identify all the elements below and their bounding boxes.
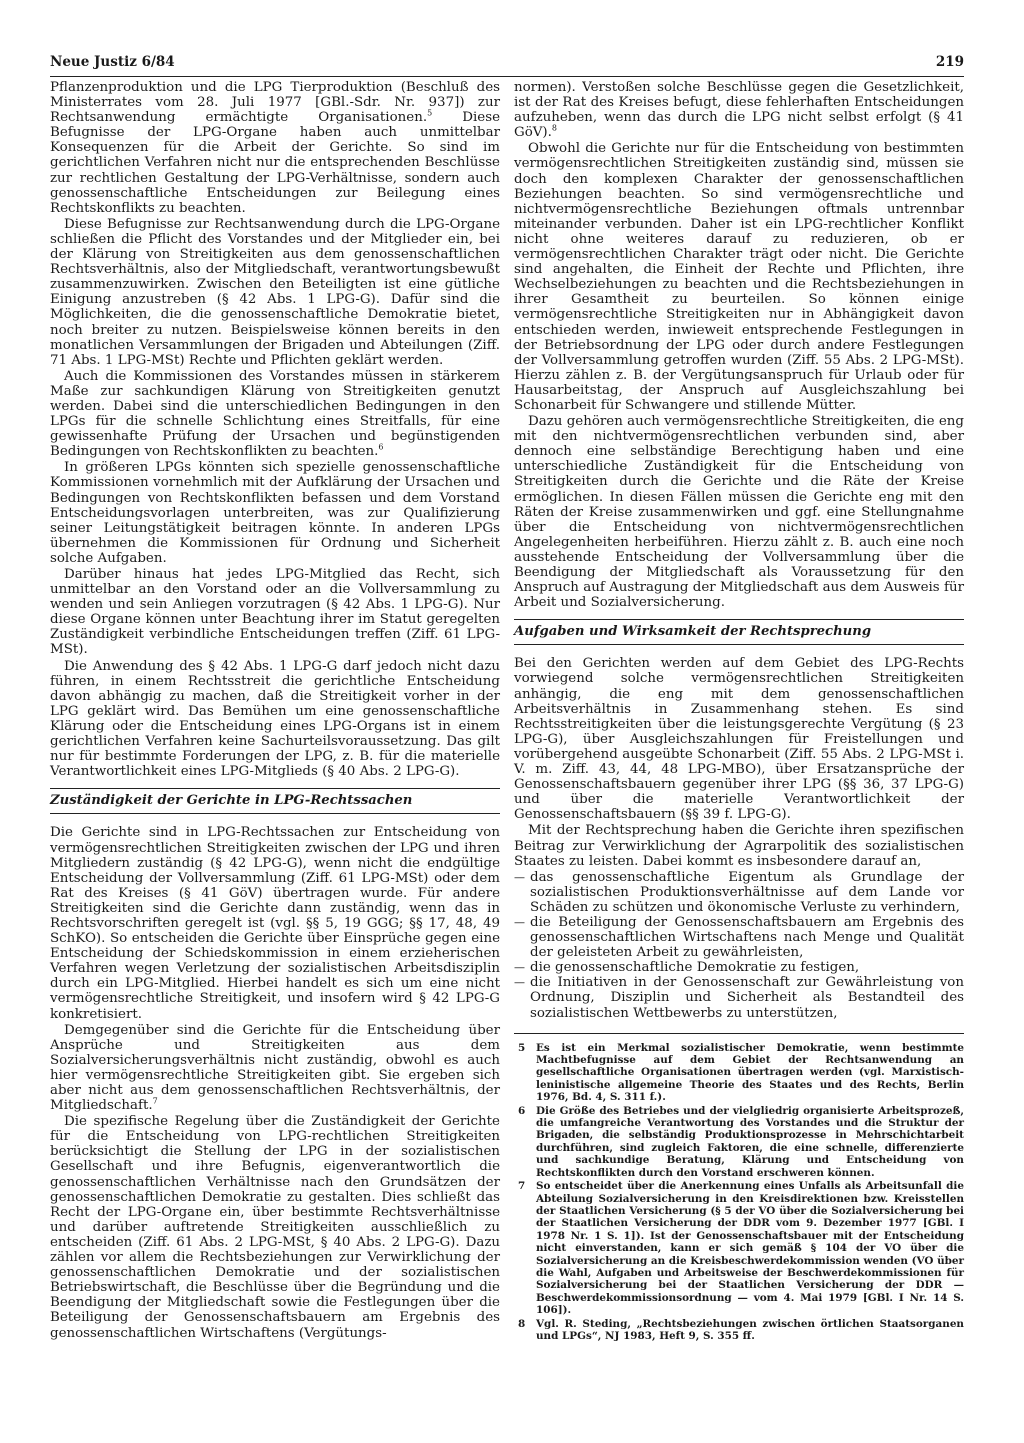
- footnote-number: 7: [518, 1180, 526, 1193]
- footnote-number: 6: [518, 1104, 526, 1117]
- paragraph: Die Anwendung des § 42 Abs. 1 LPG-G darf jedoch nicht dazu führen, in einem Rechtsstreit die gerichtliche Entscheidung davon abhängig zu machen, daß die Streitigkeit vorher in der LPG geklärt wird. Das Bemühen um eine genossenschaftliche Klärung oder die Entscheidung eines LPG-Organs ist in einem gerichtlichen Verfahren keine Sachurteilsvoraussetzung. Das gilt nur für bestimmte Forderungen der LPG, z. B. für die materielle Verantwortlichkeit eines LPG-Mitglieds (§ 40 Abs. 2 LPG-G).: [50, 658, 500, 780]
- list-item: — das genossenschaftliche Eigentum als Grundlage der sozialistischen Produktionsverhältnisse auf dem Lande vor Schäden zu schützen und ökonomische Verluste zu verhindern,: [514, 870, 964, 915]
- right-column: [514, 80, 964, 1343]
- paragraph: Die spezifische Regelung über die Zuständigkeit der Gerichte für die Entscheidung von LPG-rechtlichen Streitigkeiten berücksichtigt die Stellung der LPG in der sozialistischen Gesellschaft und ihre Befugnis, eigenverantwortlich die genossenschaftlichen Verhältnisse nach den Grundsätzen der genossenschaftlichen Demokratie zu gestalten. Dies schließt das Recht der LPG-Organe ein, über bestimmte Rechtsverhältnisse und darüber auftretende Streitigkeiten ausschließlich zu entscheiden (Ziff. 61 Abs. 2 LPG-MSt, § 40 Abs. 2 LPG-G). Dazu zählen vor allem die Rechtsbeziehungen zur Verwirklichung der genossenschaftlichen Demokratie und der sozialistischen Betriebswirtschaft, die Beschlüsse über die Begründung und die Beendigung der Mitgliedschaft sowie die Festlegungen über die Beteiligung der Genossenschaftsbauern am Ergebnis des genossenschaftlichen Wirtschaftens (Vergütungs-: [50, 1114, 500, 1341]
- list-item: — die Initiativen in der Genossenschaft zur Gewährleistung von Ordnung, Disziplin und Sicherheit als Bestandteil des sozialistischen Wettbewerbs zu unterstützen,: [514, 975, 964, 1020]
- paragraph: Diese Befugnisse zur Rechtsanwendung durch die LPG-Organe schließen die Pflicht des Vorstandes und der Mitglieder ein, bei der Klärung von Streitigkeiten aus dem genossenschaftlichen Rechtsverhältnis, also der Mitgliedschaft, verantwortungsbewußt zusammenzuwirken. Zwischen den Beteiligten ist eine gütliche Einigung anzustreben (§ 42 Abs. 1 LPG-G). Dafür sind die Möglichkeiten, die die genossenschaftliche Demokratie bietet, noch breiter zu nutzen. Beispielsweise können bereits in den monatlichen Versammlungen der Brigaden und Abteilungen (Ziff. 71 Abs. 1 LPG-MSt) Rechte und Pflichten geklärt werden.: [50, 216, 500, 368]
- header-rule: [50, 76, 964, 77]
- paragraph: normen). Verstoßen solche Beschlüsse gegen die Gesetzlichkeit, ist der Rat des Kreises befugt, diese fehlerhaften Entscheidungen aufzuheben, wenn das durch die LPG nicht selbst erfolgt (§ 41 GöV).$^8$: [514, 80, 964, 141]
- footnotes: [514, 1042, 964, 1343]
- footnote-ref: 7: [152, 1096, 158, 1106]
- paragraph: In größeren LPGs könnten sich spezielle genossenschaftliche Kommissionen vornehmlich mit der Aufklärung der Ursachen und Bedingungen von Rechtskonflikten befassen und dem Vorstand Entscheidungsvorlagen unterbreiten, was zur Qualifizierung seiner Leitungstätigkeit beitragen könnte. In anderen LPGs übernehmen die Kommissionen für Ordnung und Sicherheit solche Aufgaben.: [50, 460, 500, 566]
- paragraph: Dazu gehören auch vermögensrechtliche Streitigkeiten, die eng mit den nichtvermögensrechtlichen verbunden sind, aber dennoch eine selbständige Berechtigung haben und eine unterschiedliche Zuständigkeit für die Entscheidung von Streitigkeiten durch die Gerichte und die Räte der Kreise ermöglichen. In diesen Fällen müssen die Gerichte eng mit den Räten der Kreise zusammenwirken und ggf. eine Stellungnahme über die Entscheidung von nichtvermögensrechtlichen Angelegenheiten herbeiführen. Hierzu zählt z. B. auch eine noch ausstehende Entscheidung der Vollversammlung über die Beendigung der Mitgliedschaft als Voraussetzung für den Anspruch auf Austragung der Mitgliedschaft aus dem Ausweis für Arbeit und Sozialversicherung.: [514, 414, 964, 611]
- footnote-number: 8: [518, 1317, 526, 1330]
- paragraph: Demgegenüber sind die Gerichte für die Entscheidung über Ansprüche und Streitigkeiten aus dem Sozialversicherungsverhältnis nicht zuständig, obwohl es auch hier vermögensrechtliche Streitigkeiten gibt. Sie ergeben sich aber nicht aus dem genossenschaftlichen Rechtsverhältnis, der Mitgliedschaft.$^7$: [50, 1022, 500, 1114]
- paragraph: Die Gerichte sind in LPG-Rechtssachen zur Entscheidung von vermögensrechtlichen Streitigkeiten zwischen der LPG und ihren Mitgliedern zuständig (§ 42 LPG-G), wenn nicht die endgültige Entscheidung der Vollversammlung (Ziff. 61 LPG-MSt) oder dem Rat des Kreises (§ 41 GöV) übertragen wurde. Für andere Streitigkeiten sind die Gerichte dann zuständig, wenn das in Rechtsvorschriften geregelt ist (vgl. §§ 5, 19 GGG; §§ 17, 48, 49 SchKO). So entscheiden die Gerichte über Einsprüche gegen eine Entscheidung der Schiedskommission in einem erzieherischen Verfahren wegen Verletzung der sozialistischen Arbeitsdisziplin durch ein LPG-Mitglied. Hierbei handelt es sich um eine nicht vermögensrechtliche Streitigkeit, und insofern wird § 42 LPG-G konkretisiert.: [50, 825, 500, 1022]
- paragraph: Auch die Kommissionen des Vorstandes müssen in stärkerem Maße zur sachkundigen Klärung von Streitigkeiten genutzt werden. Dabei sind die unterschiedlichen Bedingungen in den LPGs für die schnelle Schlichtung eines Streitfalls, für eine gewissenhafte Prüfung der Ursachen und begünstigenden Bedingungen von Rechtskonflikten zu beachten.$^6$: [50, 368, 500, 460]
- paragraph: Obwohl die Gerichte nur für die Entscheidung von bestimmten vermögensrechtlichen Streitigkeiten zuständig sind, müssen sie doch den komplexen Charakter der genossenschaftlichen Beziehungen beachten. So sind vermögensrechtliche und nichtvermögensrechtliche Beziehungen oftmals untrennbar miteinander verbunden. Daher ist ein LPG-rechtlicher Konflikt nicht ohne weiteres darauf zu reduzieren, ob er vermögensrechtlichen Charakter trägt oder nicht. Die Gerichte sind angehalten, die Einheit der Rechte und Pflichten, ihre Wechselbeziehungen zu beachten und die Rechtsbeziehungen in ihrer Gesamtheit zu beurteilen. So können einige vermögensrechtliche Streitigkeiten nur in Abhängigkeit davon entschieden werden, inwieweit entsprechende Festlegungen in der Betriebsordnung der LPG oder durch andere Festlegungen der Vollversammlung getroffen wurden (Ziff. 55 Abs. 2 LPG-MSt). Hierzu zählen z. B. der Vergütungsanspruch für Urlaub oder für Hausarbeitstag, der Anspruch auf Ausgleichszahlung bei Schonarbeit für Schwangere und stillende Mütter.: [514, 141, 964, 413]
- footnote-ref: 8: [551, 123, 558, 133]
- paragraph: Pflanzenproduktion und die LPG Tierproduktion (Beschluß des Ministerrates vom 28. Juli 1977 [GBl.-Sdr. Nr. 937]) zur Rechtsanwendung ermächtigte Organisationen.$^5$ Diese Befugnisse der LPG-Organe haben auch unmittelbar Konsequenzen für die Arbeit der Gerichte. So sind im gerichtlichen Verfahren nicht nur die entsprechenden Beschlüsse zur rechtlichen Gestaltung der LPG-Verhältnisse, sondern auch genossenschaftliche Entscheidungen zur Beilegung eines Rechtskonflikts zu beachten.: [50, 80, 500, 216]
- section-heading: Zuständigkeit der Gerichte in LPG-Rechtssachen: [50, 788, 500, 814]
- section-heading: Aufgaben und Wirksamkeit der Rechtsprechung: [514, 619, 964, 645]
- footnote: 7 So entscheidet über die Anerkennung eines Unfalls als Arbeitsunfall die Abteilung Sozialversicherung in den Kreisdirektionen bzw. Kreisstellen der Staatlichen Versicherung (§ 5 der VO über die Sozialversicherung bei der Staatlichen Versicherung der DDR vom 9. Dezember 1977 [GBl. I 1978 Nr. 1 S. 1]). Ist der Genossenschaftsbauer mit der Entscheidung nicht einverstanden, kann er sich gemäß § 104 der VO über die Sozialversicherung an die Kreisbeschwerdekommission wenden (VO über die Wahl, Aufgaben und Arbeitsweise der Beschwerdekommissionen für Sozialversicherung bei der Staatlichen Versicherung der DDR — Beschwerdekommissionsordnung — vom 4. Mai 1979 [GBl. I Nr. 14 S. 106]).: [518, 1180, 964, 1317]
- footnote-separator: [514, 1033, 964, 1034]
- footnote: 6 Die Größe des Betriebes und der vielgliedrig organisierte Arbeitsprozeß, die umfangreiche Verantwortung des Vorstandes und die Struktur der Brigaden, die selbständig Produktionsprozesse in Mehrschichtarbeit durchführen, sind zugleich Faktoren, die eine schnelle, differenzierte und sachkundige Beratung, Klärung und Entscheidung von Rechtskonflikten durch den Vorstand erschweren können.: [518, 1104, 964, 1179]
- footnote: 8 Vgl. R. Steding, „Rechtsbeziehungen zwischen örtlichen Staatsorganen und LPGs“, NJ 1983, Heft 9, S. 355 ff.: [518, 1317, 964, 1342]
- footnote-ref: 6: [378, 442, 384, 452]
- dash-list: [514, 870, 964, 1021]
- paragraph: Bei den Gerichten werden auf dem Gebiet des LPG-Rechts vorwiegend solche vermögensrechtlichen Streitigkeiten anhängig, die eng mit dem genossenschaftlichen Arbeitsverhältnis in Zusammenhang stehen. Es sind Rechtsstreitigkeiten über die leistungsgerechte Vergütung (§ 23 LPG-G), über Ausgleichszahlungen für Freistellungen und vorübergehend ausgeübte Schonarbeit (Ziff. 55 Abs. 2 LPG-MSt i. V. m. Ziff. 43, 44, 48 LPG-MBO), über Ersatzansprüche der Genossenschaftsbauern gegenüber ihrer LPG (§§ 36, 37 LPG-G) und über die materielle Verantwortlichkeit der Genossenschaftsbauern (§§ 39 f. LPG-G).: [514, 656, 964, 823]
- footnote-ref: 5: [427, 108, 433, 118]
- page-header: [50, 54, 964, 76]
- left-column: [50, 80, 500, 1342]
- paragraph: Darüber hinaus hat jedes LPG-Mitglied das Recht, sich unmittelbar an den Vorstand oder an die Vollversammlung zu wenden und sein Anliegen vorzutragen (§ 42 Abs. 1 LPG-G). Nur diese Organe können unter Beachtung ihrer im Statut geregelten Zuständigkeit verbindliche Entscheidungen treffen (Ziff. 61 LPG-MSt).: [50, 567, 500, 658]
- page-number: 219: [935, 54, 964, 70]
- footnote-number: 5: [518, 1041, 526, 1054]
- list-item: — die genossenschaftliche Demokratie zu festigen,: [514, 960, 964, 975]
- journal-title: Neue Justiz 6/84: [50, 54, 175, 70]
- footnote: 5 Es ist ein Merkmal sozialistischer Demokratie, wenn bestimmte Machtbefugnisse auf dem Gebiet der Rechtsanwendung an gesellschaftliche Organisationen übertragen werden (vgl. Marxistisch-leninistische allgemeine Theorie des Staates und des Rechts, Berlin 1976, Bd. 4, S. 311 f.).: [518, 1041, 964, 1104]
- list-item: — die Beteiligung der Genossenschaftsbauern am Ergebnis des genossenschaftlichen Wirtschaftens nach Menge und Qualität der geleisteten Arbeit zu gewährleisten,: [514, 915, 964, 960]
- paragraph: Mit der Rechtsprechung haben die Gerichte ihren spezifischen Beitrag zur Verwirklichung der Agrarpolitik des sozialistischen Staates zu leisten. Dabei kommt es insbesondere darauf an,: [514, 823, 964, 869]
